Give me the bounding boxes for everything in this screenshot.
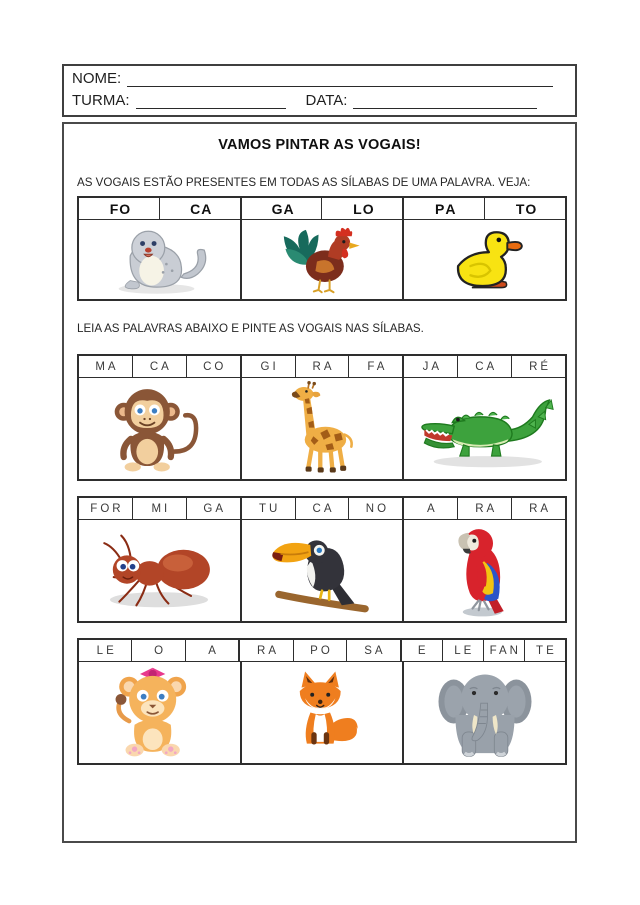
- exercise-table-1: [77, 354, 567, 481]
- monkey-illustration: [100, 381, 218, 476]
- syllable-cell: NO: [349, 498, 404, 519]
- class-date-line: [72, 92, 565, 109]
- rooster-illustration: [271, 222, 374, 297]
- crocodile-illustration: [415, 387, 555, 471]
- syllable-cell: MA: [79, 356, 133, 377]
- syllable-cell: CO: [187, 356, 242, 377]
- lioness-cub-illustration: [100, 665, 218, 760]
- intro-instruction: AS VOGAIS ESTÃO PRESENTES EM TODAS AS SÍLABAS DE UMA PALAVRA. VEJA:: [77, 176, 531, 189]
- fox-image-cell: [242, 662, 405, 763]
- syllable-cell: LE: [443, 640, 484, 661]
- syllable-cell: RA: [529, 502, 552, 515]
- ant-illustration: [93, 528, 225, 613]
- syllable-cell: GA: [187, 498, 242, 519]
- student-info-box: [62, 64, 577, 117]
- name-line: [72, 70, 565, 87]
- example-image-row: [79, 220, 565, 299]
- data-blank-line: [353, 93, 537, 109]
- syllable-cell: TU: [242, 498, 296, 519]
- syllable-cell: FOR: [79, 498, 133, 519]
- syllable-cell: E: [402, 640, 443, 661]
- syllable-cell: FA: [349, 356, 404, 377]
- syllable-cell: A: [186, 640, 240, 661]
- toucan-illustration: [259, 526, 385, 616]
- turma-label: TURMA:: [72, 92, 130, 109]
- macaw-image-cell: [404, 520, 565, 621]
- monkey-image-cell: [79, 378, 242, 479]
- worksheet-title: VAMOS PINTAR AS VOGAIS!: [218, 137, 421, 153]
- syllable-cell: A: [404, 498, 458, 519]
- syllable-cell: FAN: [484, 640, 525, 661]
- syllable-cell: PO: [294, 640, 347, 661]
- syllable-cell: O: [132, 640, 185, 661]
- syllable-cell: TE: [536, 644, 557, 657]
- rooster-image-cell: [242, 220, 405, 299]
- seal-image-cell: [79, 220, 242, 299]
- syllable-cell: CA: [296, 498, 350, 519]
- macaw-illustration: [436, 522, 534, 620]
- syllable-cell: LE: [79, 640, 132, 661]
- syllable-cell: F O: [79, 198, 160, 219]
- image-row: [79, 520, 565, 621]
- giraffe-image-cell: [242, 378, 405, 479]
- image-row: [79, 662, 565, 763]
- syllable-cell: CA: [458, 356, 512, 377]
- lioness-cub-image-cell: [79, 662, 242, 763]
- syllable-cell: C A: [160, 198, 242, 219]
- syllable-cell: G A: [242, 198, 323, 219]
- example-syllable-row: [79, 198, 565, 220]
- name-blank-line: [127, 71, 553, 87]
- duck-illustration: [435, 223, 535, 296]
- worksheet-frame: [62, 122, 577, 843]
- syllable-cell: L O: [322, 198, 404, 219]
- syllable-cell: RA: [458, 498, 512, 519]
- seal-illustration: [100, 223, 218, 297]
- syllable-cell: RA: [296, 356, 350, 377]
- syllable-row: [79, 356, 565, 378]
- exercise-instruction: LEIA AS PALAVRAS ABAIXO E PINTE AS VOGAIS NAS SÍLABAS.: [77, 322, 424, 335]
- giraffe-illustration: [270, 381, 374, 476]
- crocodile-image-cell: [404, 378, 565, 479]
- syllable-row: [79, 640, 565, 662]
- elephant-image-cell: [404, 662, 565, 763]
- duck-image-cell: [404, 220, 565, 299]
- toucan-image-cell: [242, 520, 405, 621]
- syllable-row: [79, 498, 565, 520]
- syllable-cell: RÉ: [529, 360, 552, 373]
- ant-image-cell: [79, 520, 242, 621]
- fox-illustration: [273, 668, 371, 757]
- syllable-cell: RA: [240, 640, 293, 661]
- data-label: DATA:: [305, 92, 348, 109]
- turma-blank-line: [136, 93, 286, 109]
- image-row: [79, 378, 565, 479]
- name-label: NOME:: [72, 70, 122, 87]
- exercise-table-2: [77, 496, 567, 623]
- syllable-cell: T O: [515, 200, 538, 217]
- syllable-cell: JA: [404, 356, 458, 377]
- syllable-cell: SA: [347, 640, 401, 661]
- syllable-cell: CA: [133, 356, 187, 377]
- syllable-cell: MI: [133, 498, 187, 519]
- exercise-table-3: [77, 638, 567, 765]
- syllable-cell: P A: [404, 198, 485, 219]
- syllable-cell: GI: [242, 356, 296, 377]
- elephant-illustration: [430, 666, 540, 759]
- example-table: [77, 196, 567, 301]
